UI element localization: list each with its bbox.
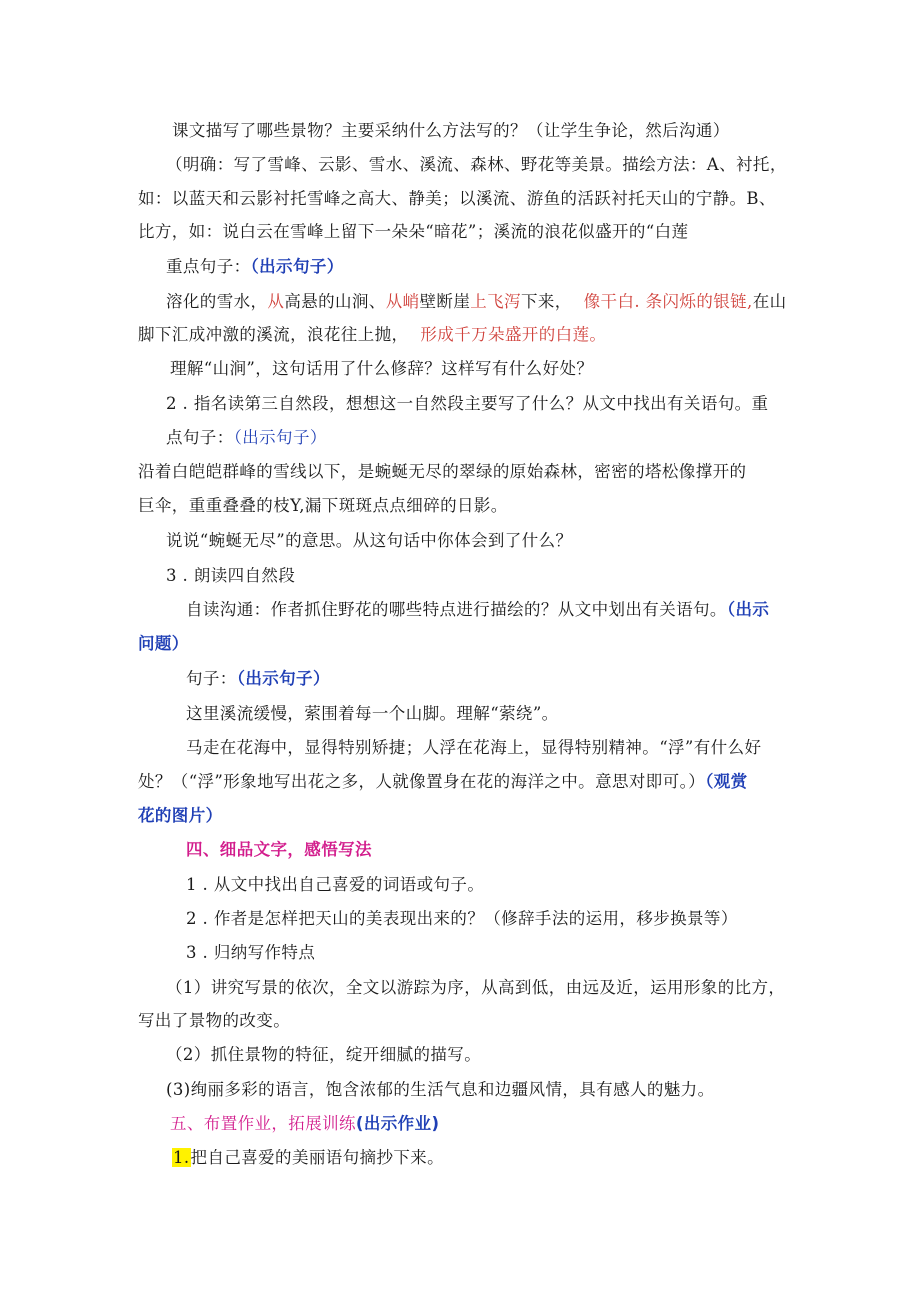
self-read-line-1 [186, 599, 769, 621]
snow-text-6: 脚下汇成冲激的溪流，浪花往上抛， [138, 325, 409, 344]
snow-sentence-line-2 [138, 324, 606, 346]
item-2-line-1 [166, 393, 768, 415]
show-question-tag-1: （出示 [726, 600, 770, 619]
homework-item-1 [172, 1147, 444, 1169]
feature-1-text-1: （1）讲究写景的依次，全文以游踪为序，从高到低，由远及近，运用形象的比方， [166, 978, 786, 997]
sentence-label: 句子： [186, 669, 237, 688]
yingrao-text: 这里溪流缓慢，萦围着每一个山脚。理解“萦绕”。 [186, 704, 559, 723]
snow-red-1: 从 [267, 292, 285, 311]
horse-text-2: 处？（“浮”形象地写出花之多，人就像置身在花的海洋之中。意思对即可。） [138, 772, 706, 791]
item-3-text: 3 . 朗读四自然段 [166, 566, 296, 585]
key-sentence-heading-1 [166, 256, 344, 278]
feature-2 [166, 1044, 481, 1066]
wanyan-question [166, 530, 572, 552]
section-4-item-3-text: 3 . 归纳写作特点 [186, 943, 316, 962]
shanjian-question [170, 358, 593, 380]
show-homework-tag: (出示作业) [355, 1114, 440, 1133]
item-2-text: 2 . 指名读第三自然段，想想这一自然段主要写了什么？从文中找出有关语句。重 [166, 394, 769, 413]
section-4-item-3 [186, 942, 315, 964]
snow-red-3: 上飞泻 [470, 292, 521, 311]
feature-1-line-1 [166, 977, 785, 999]
horse-text-1: 马走在花海中，显得特别矫捷；人浮在花海上，显得特别精神。“浮”有什么好 [186, 738, 762, 757]
section-5-heading: 五、布置作业，拓展训练 [170, 1114, 356, 1133]
homework-number-highlight: 1. [173, 1148, 190, 1167]
section-4-item-2-text: 2 . 作者是怎样把天山的美表现出来的？（修辞手法的运用，移步换景等） [186, 909, 738, 928]
answer-line-1 [166, 154, 787, 176]
forest-line-1 [138, 461, 746, 483]
answer-line-2 [138, 188, 776, 210]
feature-3 [166, 1079, 714, 1101]
answer-text-2: 如：以蓝天和云影衬托雪峰之高大、静美；以溪流、游鱼的活跃衬托天山的宁静。B、 [138, 189, 776, 208]
wanyan-text: 说说“蜿蜒无尽”的意思。从这句话中你体会到了什么？ [166, 531, 573, 550]
section-4-item-1 [186, 874, 484, 896]
snow-text-3: 壁断崖 [419, 292, 471, 311]
snow-red-4: 像干白. 条闪烁的银链, [583, 292, 753, 311]
show-sentence-tag-2: （出示句子） [233, 428, 327, 447]
snow-text-5: 在山 [752, 292, 787, 311]
feature-1-text-2: 写出了景物的改变。 [138, 1011, 291, 1030]
section-4-heading: 四、细品文字，感悟写法 [186, 840, 372, 859]
snow-text-2: 高悬的山涧、 [284, 292, 386, 311]
show-question-tag-2: 问题） [138, 634, 189, 653]
section-4-title [186, 839, 372, 861]
forest-line-2 [138, 495, 508, 517]
key-sentence-label: 重点句子： [166, 257, 251, 276]
view-picture-tag-2: 花的图片） [138, 806, 223, 825]
question-text: 课文描写了哪些景物？主要采纳什么方法写的？（让学生争论，然后沟通） [172, 121, 730, 140]
sentence-heading [186, 668, 330, 690]
self-read-text: 自读沟通：作者抓住野花的哪些特点进行描绘的？从文中划出有关语句。 [186, 600, 727, 619]
show-sentence-tag: （出示句子） [250, 257, 344, 276]
feature-3-text: (3)绚丽多彩的语言，饱含浓郁的生活气息和边疆风情，具有感人的魅力。 [166, 1080, 715, 1099]
shanjian-text: 理解“山涧”，这句话用了什么修辞？这样写有什么好处？ [170, 359, 594, 378]
forest-text-2: 巨伞，重重叠叠的枝Y,漏下斑斑点点细碎的日影。 [138, 496, 508, 515]
snow-text-4: 下来， [520, 292, 572, 311]
question-paragraph [172, 120, 730, 142]
answer-line-3 [138, 221, 688, 243]
section-4-item-1-text: 1 . 从文中找出自己喜爱的词语或句子。 [186, 875, 485, 894]
yingrao-line [186, 703, 559, 725]
answer-text-1: （明确：写了雪峰、云影、雪水、溪流、森林、野花等美景。描绘方法：A、衬托， [166, 155, 787, 174]
item-2-label: 点句子： [166, 428, 234, 447]
feature-1-line-2 [138, 1010, 290, 1032]
horse-line-3 [138, 805, 223, 827]
snow-red-2: 从峭 [385, 292, 420, 311]
homework-task-text: 把自己喜爱的美丽语句摘抄下来。 [190, 1148, 445, 1167]
item-3 [166, 565, 295, 587]
section-4-item-2 [186, 908, 738, 930]
section-5-title [170, 1113, 439, 1135]
self-read-line-2 [138, 633, 189, 655]
snow-sentence-line-1 [166, 291, 787, 313]
show-sentence-tag-3: （出示句子） [236, 669, 330, 688]
view-picture-tag-1: （观赏 [705, 772, 748, 791]
answer-text-3: 比方，如：说白云在雪峰上留下一朵朵“暗花”；溪流的浪花似盛开的“白莲 [138, 222, 689, 241]
snow-text-1: 溶化的雪水， [166, 292, 268, 311]
horse-line-2 [138, 771, 748, 793]
item-2-line-2 [166, 427, 327, 449]
forest-text-1: 沿着白皑皑群峰的雪线以下，是蜿蜒无尽的翠绿的原始森林，密密的塔松像撑开的 [138, 462, 747, 481]
feature-2-text: （2）抓住景物的特征，绽开细腻的描写。 [166, 1045, 482, 1064]
horse-line-1 [186, 737, 761, 759]
snow-red-5: 形成千万朵盛开的白莲。 [420, 325, 607, 344]
